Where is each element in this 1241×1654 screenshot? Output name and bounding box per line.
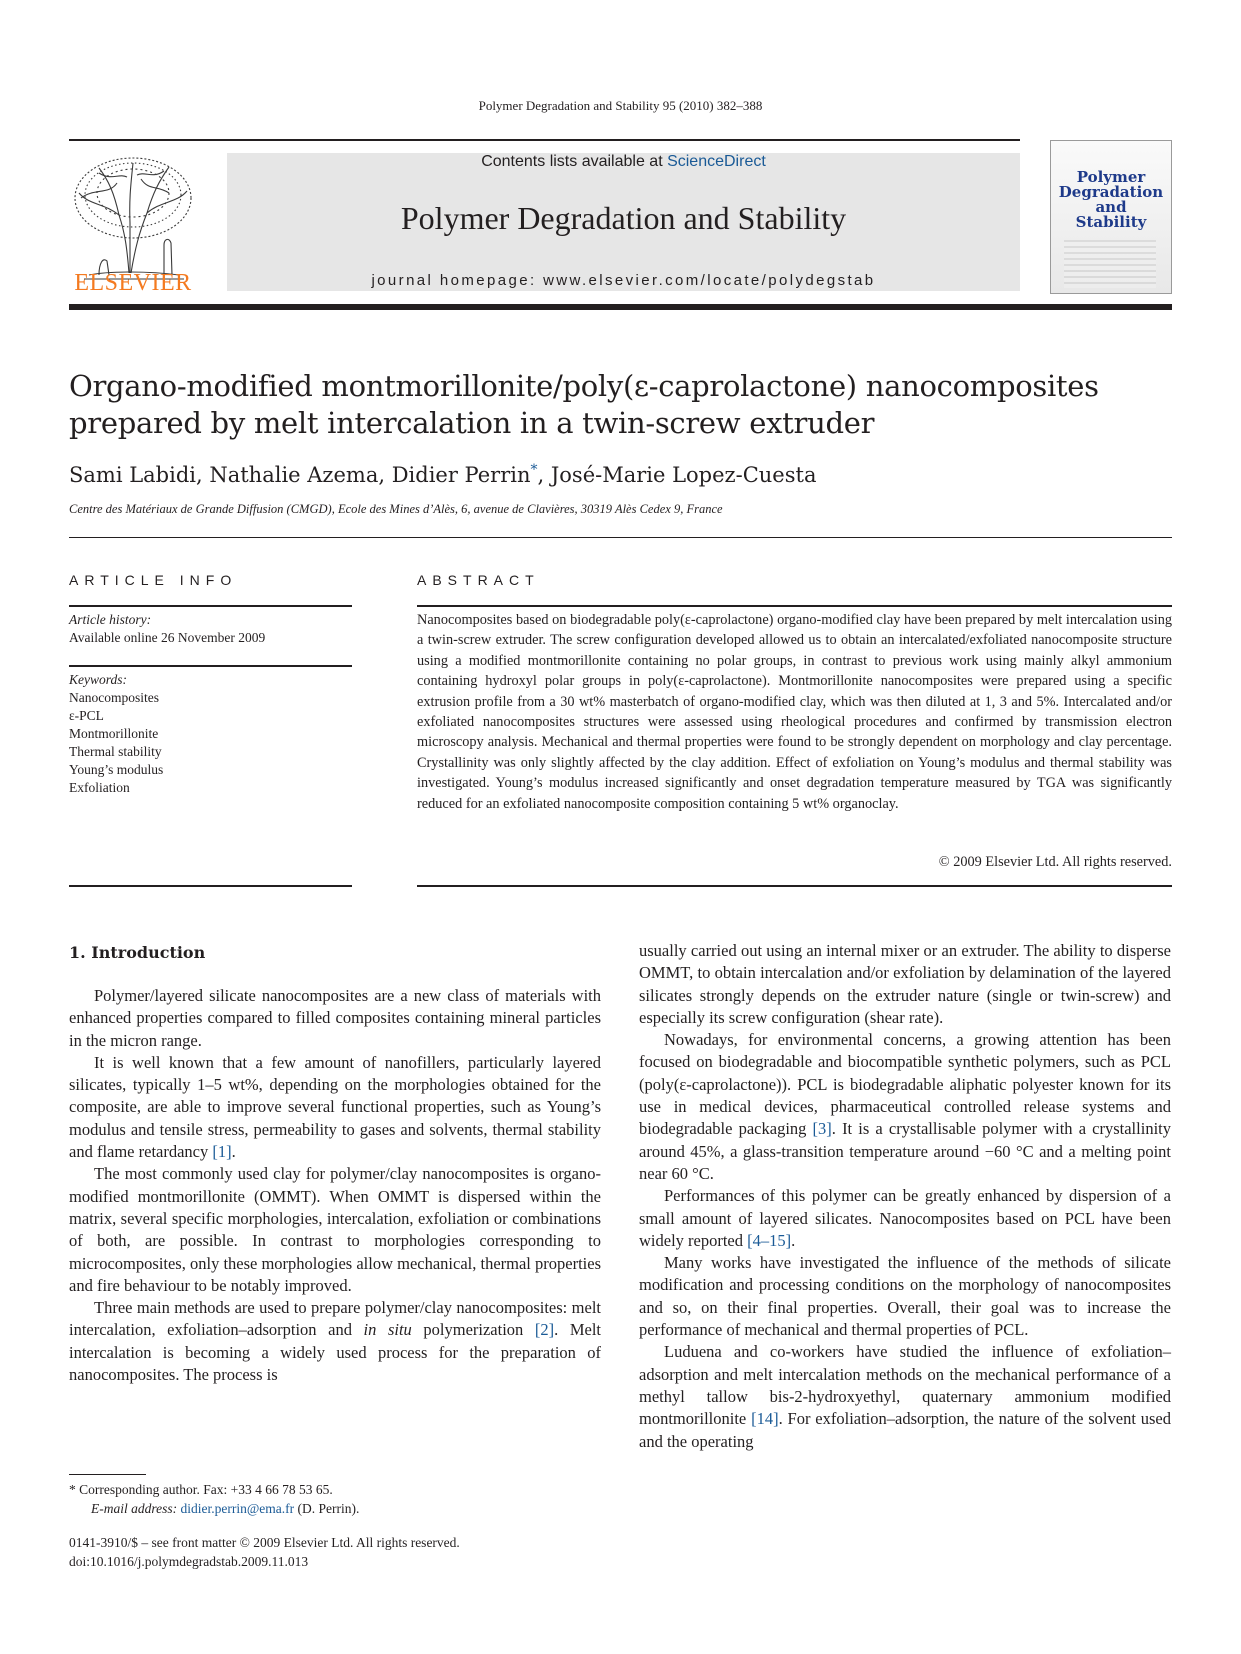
corresponding-author-mark[interactable]: * [530, 462, 538, 478]
cover-title-line: Stability [1075, 213, 1147, 231]
paragraph-text: It is well known that a few amount of nanofillers, particularly layered silicates, typically 1–5 wt%, depending on the morphologies obtained for the composite, are able to improve several functional properties, such as Young’s modulus and tensile stress, permeability to gases and solvents, thermal stability and flame retardancy [69, 1052, 601, 1162]
journal-name: Polymer Degradation and Stability [400, 200, 847, 236]
elsevier-wordmark: ELSEVIER [74, 270, 192, 296]
paragraph-text: Performances of this polymer can be greatly enhanced by dispersion of a small amount of layered silicates. Nanocomposites based on PCL have been widely reported [639, 1186, 1171, 1250]
keyword-item: Young’s modulus [69, 762, 164, 777]
affiliation: Centre des Matériaux de Grande Diffusion (CMGD), Ecole des Mines d’Alès, 6, avenue de Clavières, 30319 Alès Cedex 9, France [69, 502, 723, 516]
article-title [69, 368, 1172, 442]
contents-prefix: Contents lists available at [481, 153, 668, 170]
abstract-text: Nanocomposites based on biodegradable poly(ε-caprolactone) organo-modified clay have been prepared by melt intercalation using a twin-screw extruder. The screw configuration developed allowed us to obtain an intercalated/exfoliated nanocomposite structure using a modified montmorillonite containing no polar groups, in contrast to previous work using mainly alkyl ammonium containing hydroxyl polar groups in poly(ε-caprolactone). Montmorillonite nanocomposites were prepared using a specific extrusion profile from a 30 wt% masterbatch of organo-modified clay, which was then diluted at 1, 3 and 5%. Intercalated and/or exfoliated nanocomposites structures were assessed using rheological procedures and confirmed by transmission electron microscopy analysis. Mechanical and thermal properties were found to be strongly dependent on morphology and clay percentage. Crystallinity was only slightly affected by the clay addition. Effect of exfoliation on Young’s modulus and thermal stability was investigated. Young’s modulus increased significantly and onset degradation temperature measured by TGA was significantly reduced for an exfoliated nanocomposite composition containing 5 wt% organoclay. [417, 612, 1172, 812]
paragraph-text: . Melt intercalation is becoming a widely used process for the preparation of nanocomposites. The process is [69, 1320, 601, 1385]
article-info-heading: ARTICLE INFO [69, 572, 238, 588]
paragraph-text: Three main methods are used to prepare polymer/clay nanocomposites: melt intercalation, exfoliation–adsorption and [69, 1298, 601, 1340]
authors-part-2: , José-Marie Lopez-Cuesta [537, 463, 817, 487]
contents-available [227, 153, 1020, 171]
footnote-rule [69, 1474, 146, 1475]
author-list [69, 462, 1172, 487]
cover-title-line: Degradation [1058, 183, 1164, 201]
keyword-item: Montmorillonite [69, 726, 159, 741]
paragraph-text: . [231, 1142, 236, 1162]
journal-homepage[interactable]: journal homepage: www.elsevier.com/locate/polydegstab [371, 272, 876, 289]
reference-link[interactable]: [2] [534, 1320, 555, 1340]
authors-part-1: Sami Labidi, Nathalie Azema, Didier Perrin [69, 463, 531, 487]
history-label: Article history: [69, 612, 152, 627]
paragraph [69, 1052, 601, 1163]
paragraph: Many works have investigated the influence of the methods of silicate modification and processing conditions on the morphology of nanocomposites and so, on their final properties. Overall, their goal was to increase the performance of mechanical and thermal properties of PCL. [639, 1253, 1171, 1340]
info-rule [69, 605, 352, 607]
sciencedirect-link[interactable]: ScienceDirect [667, 153, 766, 170]
paragraph-text: Luduena and co-workers have studied the influence of exfoliation–adsorption and melt intercalation methods on the mechanical performance of a methyl tallow bis-2-hydroxyethyl, quaternary ammonium modified montmorillonite [639, 1342, 1171, 1429]
paragraph-text: polymerization [411, 1320, 535, 1340]
title-line-2: prepared by melt intercalation in a twin-screw extruder [69, 406, 875, 440]
keyword-item: Thermal stability [69, 744, 162, 759]
info-rule [69, 665, 352, 667]
reference-link[interactable]: [3] [812, 1119, 832, 1139]
footnote-corresponding: * Corresponding author. Fax: +33 4 66 78 53 65. [69, 1482, 333, 1497]
paragraph-text: . It is a crystallisable polymer with a crystallinity around 45%, a glass-transition temperature around −60 °C and a melting point near 60 °C. [639, 1119, 1171, 1183]
keyword-item: Exfoliation [69, 780, 130, 795]
footnote-email [69, 1499, 359, 1518]
paragraph-text: . [791, 1230, 796, 1250]
abstract-heading: ABSTRACT [417, 572, 540, 588]
reference-link[interactable]: [4–15] [747, 1230, 792, 1250]
paragraph [639, 1185, 1171, 1252]
email-suffix: (D. Perrin). [294, 1501, 360, 1516]
body-column-right [639, 940, 1171, 1453]
reference-link[interactable]: [14] [751, 1409, 779, 1429]
separator-rule [69, 537, 1172, 538]
cover-title [1050, 170, 1172, 230]
email-label: E-mail address: [91, 1501, 181, 1516]
journal-citation: Polymer Degradation and Stability 95 (2010) 382–388 [478, 98, 763, 113]
issn-line: 0141-3910/$ – see front matter © 2009 Elsevier Ltd. All rights reserved. [69, 1535, 460, 1550]
doi-line: doi:10.1016/j.polymdegradstab.2009.11.013 [69, 1554, 309, 1569]
body-column-left [69, 985, 601, 1386]
paragraph [639, 1029, 1171, 1185]
abstract-copyright: © 2009 Elsevier Ltd. All rights reserved. [938, 854, 1172, 870]
keyword-item: ε-PCL [69, 708, 104, 723]
italic-text: in situ [363, 1320, 412, 1340]
paragraph-text: Nowadays, for environmental concerns, a growing attention has been focused on biodegradable and biocompatible synthetic polymers, such as PCL (poly(ε-caprolactone)). PCL is biodegradable aliphatic polyester known for its use in medical devices, pharmaceutical controlled release systems and biodegradable packaging [639, 1030, 1171, 1139]
keyword-item: Nanocomposites [69, 690, 159, 705]
section-title-introduction: 1. Introduction [69, 943, 206, 962]
abstract-rule [417, 605, 1172, 607]
paragraph-text: . For exfoliation–adsorption, the nature of the solvent used and the operating [639, 1409, 1171, 1451]
abstract-rule [417, 885, 1172, 887]
cover-title-line: Polymer [1076, 168, 1146, 186]
paragraph [69, 1297, 601, 1386]
paragraph: usually carried out using an internal mixer or an extruder. The ability to disperse OMMT, to obtain intercalation and/or exfoliation by delamination of the layered silicates strongly depends on the extruder nature (single or twin-screw) and especially its screw configuration (shear rate). [639, 941, 1171, 1027]
info-rule [69, 885, 352, 887]
header-top-rule [69, 139, 1020, 141]
paragraph: The most commonly used clay for polymer/clay nanocomposites is organo-modified montmorillonite (OMMT). When OMMT is dispersed within the matrix, several specific morphologies, intercalation, exfoliation or combinations of both, are possible. In contrast to morphologies corresponding to microcomposites, only these morphologies allow mechanical, thermal properties and fire behaviour to be notably improved. [69, 1164, 601, 1295]
paragraph: Polymer/layered silicate nanocomposites are a new class of materials with enhanced properties compared to filled composites containing mineral particles in the micron range. [69, 986, 601, 1050]
history-value: Available online 26 November 2009 [69, 630, 266, 645]
paragraph [639, 1341, 1171, 1452]
header-thick-rule [69, 304, 1172, 310]
email-link[interactable]: didier.perrin@ema.fr [180, 1501, 295, 1516]
keywords-label: Keywords: [69, 672, 127, 687]
keyword-list [69, 689, 163, 797]
title-line-1: Organo-modified montmorillonite/poly(ε-caprolactone) nanocomposites [69, 369, 1099, 403]
cover-title-line: and [1095, 198, 1127, 216]
reference-link[interactable]: [1] [212, 1142, 232, 1162]
cover-decoration [1064, 240, 1156, 288]
